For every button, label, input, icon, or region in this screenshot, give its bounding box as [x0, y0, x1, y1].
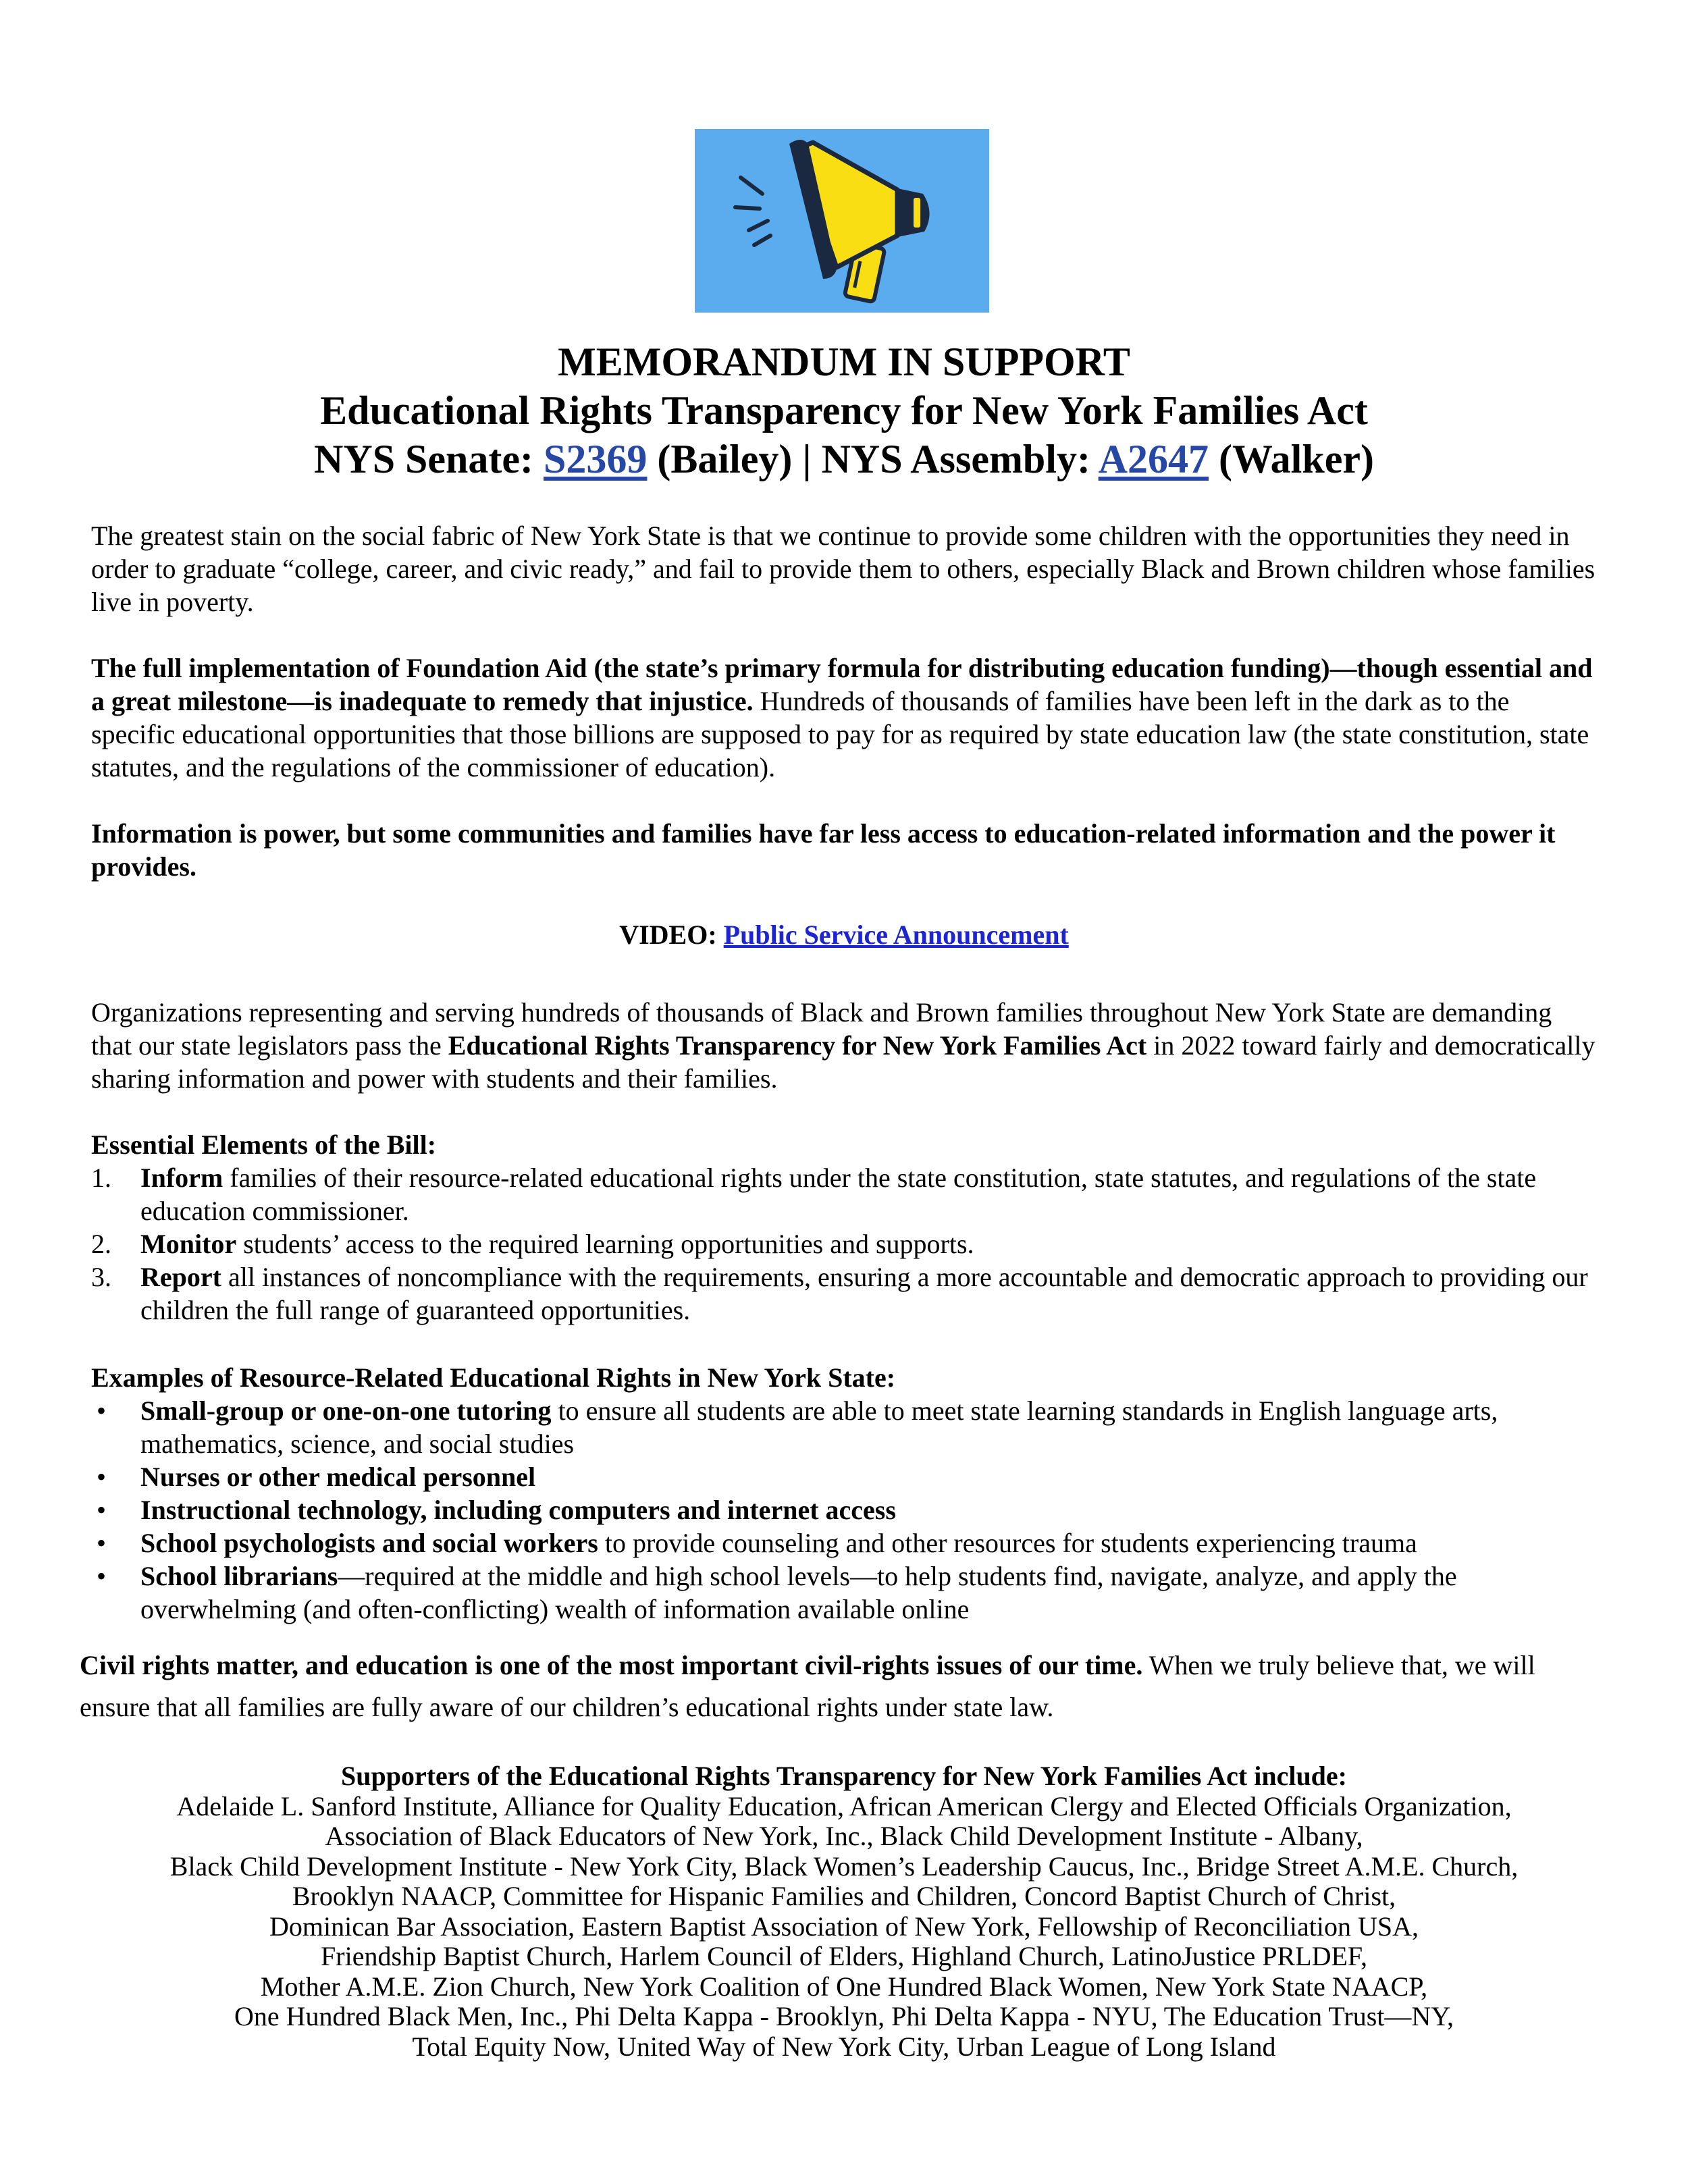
intro-paragraph: The greatest stain on the social fabric of New York State is that we continue to provide some children with the opportunities they need in order to graduate “college, career, and civic ready,” and fail to provide them to others, especially Black and Brown children whose families live in poverty.: [91, 521, 1595, 617]
essential-elements-list: [91, 1161, 1597, 1327]
video-line: [0, 918, 1688, 951]
megaphone-logo: [695, 129, 989, 313]
organizations-section: [91, 996, 1597, 1095]
list-item: 1. Inform families of their resource-related educational rights under the state constitution, state statutes, and regulations of the state education commissioner.: [91, 1163, 1537, 1226]
list-item: • Instructional technology, including computers and internet access: [97, 1495, 896, 1525]
senate-sponsor: (Bailey) | NYS Assembly:: [657, 437, 1090, 481]
organizations-pre: Organizations representing and serving hundreds of thousands of Black and Brown families throughout New York State are demanding that our state legislators pass the: [91, 997, 1552, 1061]
closing-bold: Civil rights matter, and education is one of the most important civil-rights issues of our time.: [80, 1650, 1143, 1680]
supporters-heading: Supporters of the Educational Rights Transparency for New York Families Act include:: [340, 1761, 1348, 1791]
list-item: 2. Monitor students’ access to the required learning opportunities and supports.: [91, 1229, 974, 1259]
supporters-line: One Hundred Black Men, Inc., Phi Delta Kappa - Brooklyn, Phi Delta Kappa - NYU, The Education Trust—NY,: [234, 2001, 1454, 2031]
list-item: • School psychologists and social workers to provide counseling and other resources for students experiencing trauma: [97, 1528, 1417, 1558]
supporters-line: Association of Black Educators of New York, Inc., Black Child Development Institute - Albany,: [325, 1821, 1363, 1851]
closing-paragraph: [80, 1645, 1612, 1728]
supporters-line: Total Equity Now, United Way of New York City, Urban League of Long Island: [412, 2031, 1276, 2062]
information-power-paragraph: Information is power, but some communities and families have far less access to education-related information and the power it provides.: [91, 818, 1556, 882]
closing-rest: When we truly believe that, we will ensure that all families are fully aware of our children’s educational rights under state law.: [80, 1650, 1535, 1722]
essential-elements-heading: Essential Elements of the Bill:: [91, 1129, 437, 1160]
examples-section: [91, 1361, 1597, 1626]
bill-numbers-line: [0, 435, 1688, 483]
bullet-icon: •: [97, 1395, 107, 1426]
organizations-paragraph: [91, 996, 1597, 1095]
supporters-line: Brooklyn NAACP, Committee for Hispanic Families and Children, Concord Baptist Church of Christ,: [292, 1881, 1396, 1911]
closing-section: [80, 1645, 1612, 1728]
senate-label: NYS Senate:: [314, 437, 534, 481]
supporters-section: [0, 1761, 1688, 2062]
intro-section: [91, 519, 1597, 618]
bullet-icon: •: [97, 1528, 107, 1558]
foundation-aid-paragraph: [91, 651, 1597, 784]
senate-bill-link[interactable]: S2369: [544, 437, 648, 481]
organizations-act: Educational Rights Transparency for New York Families Act: [448, 1030, 1147, 1061]
list-item: • Small-group or one-on-one tutoring to ensure all students are able to meet state learning standards in English language arts, mathematics, science, and social studies: [97, 1395, 1498, 1459]
foundation-aid-bold: The full implementation of Foundation Aid (the state’s primary formula for distributing education funding)—though essential and a great milestone—is inadequate to remedy that injustice.: [91, 653, 1593, 716]
psa-video-link[interactable]: Public Service Announcement: [723, 920, 1069, 950]
supporters-line: Mother A.M.E. Zion Church, New York Coalition of One Hundred Black Women, New York State NAACP,: [260, 1971, 1428, 2002]
information-power-section: [91, 817, 1597, 883]
assembly-bill-link[interactable]: A2647: [1098, 437, 1209, 481]
examples-list: [91, 1394, 1597, 1626]
bullet-icon: •: [97, 1462, 107, 1492]
organizations-post: in 2022 toward fairly and democratically sharing information and power with students and their families.: [91, 1030, 1595, 1094]
foundation-aid-rest: Hundreds of thousands of families have been left in the dark as to the specific educational opportunities that those billions are supposed to pay for as required by state education law (the state constitution, state statutes, and the regulations of the commissioner of education).: [91, 686, 1589, 782]
memo-header: [0, 338, 1688, 483]
list-item: • School librarians—required at the middle and high school levels—to help students find, navigate, analyze, and apply the overwhelming (and often-conflicting) wealth of information available online: [97, 1561, 1457, 1624]
megaphone-icon: [695, 129, 989, 313]
essential-elements-section: [91, 1128, 1597, 1327]
video-label: VIDEO:: [619, 920, 717, 950]
page-title: MEMORANDUM IN SUPPORT: [558, 340, 1130, 384]
bullet-icon: •: [97, 1495, 107, 1525]
supporters-line: Dominican Bar Association, Eastern Baptist Association of New York, Fellowship of Reconciliation USA,: [269, 1911, 1419, 1942]
supporters-line: Adelaide L. Sanford Institute, Alliance for Quality Education, African American Clergy and Elected Officials Organization,: [176, 1790, 1512, 1821]
examples-heading: Examples of Resource-Related Educational Rights in New York State:: [91, 1362, 896, 1393]
list-item: • Nurses or other medical personnel: [97, 1462, 536, 1492]
supporters-line: Friendship Baptist Church, Harlem Council of Elders, Highland Church, LatinoJustice PRLDEF,: [321, 1941, 1367, 1971]
act-title: Educational Rights Transparency for New York Families Act: [320, 388, 1368, 433]
foundation-aid-section: [91, 651, 1597, 784]
assembly-sponsor: (Walker): [1219, 437, 1374, 481]
bullet-icon: •: [97, 1561, 107, 1591]
supporters-line: Black Child Development Institute - New York City, Black Women’s Leadership Caucus, Inc., Bridge Street A.M.E. Church,: [169, 1850, 1519, 1882]
list-item: 3. Report all instances of noncompliance with the requirements, ensuring a more accountable and democratic approach to providing our children the full range of guaranteed opportunities.: [91, 1262, 1588, 1325]
